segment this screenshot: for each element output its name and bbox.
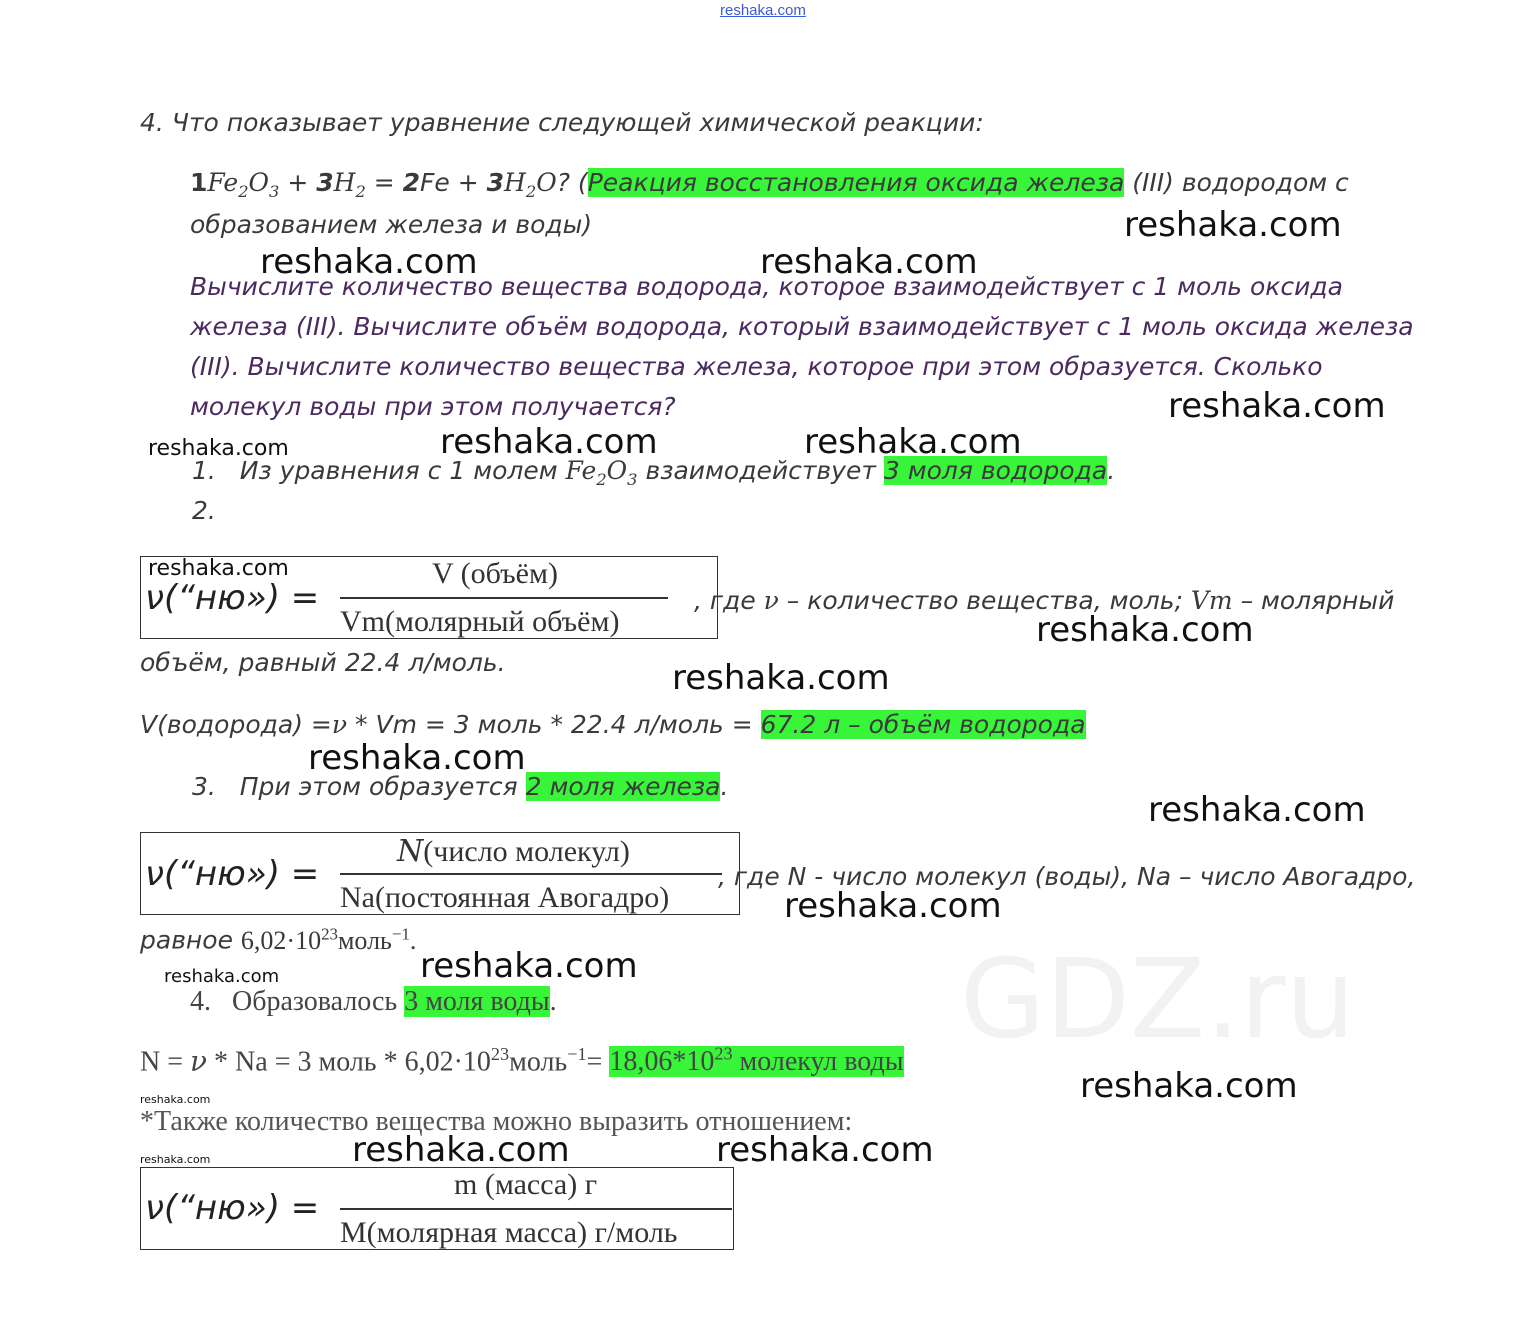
volume-calculation: V(водорода) =ν * Vm = 3 моль * 22.4 л/моль = 67.2 л – объём водорода bbox=[140, 710, 1086, 739]
task-line-2: железа (III). Вычислите объём водорода, который взаимодействует с 1 моль оксида железа bbox=[190, 312, 1414, 341]
formula-molecules-explanation: , где N - число молекул (воды), Na – число Авогадро, bbox=[718, 862, 1416, 891]
formula-molecules-numerator: N(число молекул) bbox=[397, 834, 630, 869]
also-note: *Также количество вещества можно выразить отношением: bbox=[140, 1106, 853, 1137]
watermark: reshaka.com bbox=[716, 1130, 934, 1170]
task-line-4: молекул воды при этом получается? bbox=[190, 392, 676, 421]
formula-mass-numerator: m (масса) г bbox=[454, 1168, 598, 1201]
formula-mass-lhs: ν(“ню») = bbox=[145, 1188, 320, 1228]
molecules-calculation: N = ν * Na = 3 моль * $6,02\cdot 10^{23}моль^{-1}= 18,06*10^{23}$ молекул воды bbox=[140, 1044, 904, 1078]
watermark: reshaka.com bbox=[148, 436, 289, 461]
molecules-result-highlight: $18,06*10^{23}$ молекул воды bbox=[609, 1044, 904, 1078]
watermark: reshaka.com bbox=[1080, 1066, 1298, 1106]
reaction-highlight: Реакция восстановления оксида железа bbox=[587, 168, 1125, 197]
reaction-equation: $1Fe_2O_3 + 3H_2 = 2Fe + 3H_2O$? (Реакция восстановления оксида железа (III) водородом с bbox=[190, 168, 1349, 201]
reaction-line2: образованием железа и воды) bbox=[190, 210, 593, 239]
watermark: reshaka.com bbox=[1168, 386, 1386, 426]
watermark: reshaka.com bbox=[784, 886, 1002, 926]
watermark: reshaka.com bbox=[672, 658, 890, 698]
step-3-highlight: 2 моля железа bbox=[525, 772, 721, 801]
task-line-3: (III). Вычислите количество вещества железа, которое при этом образуется. Сколько bbox=[190, 352, 1323, 381]
formula-volume-numerator: V (объём) bbox=[432, 557, 558, 590]
step-1: 1. Из уравнения с 1 молем $Fe_2O_3$ взаимодействует 3 моля водорода. bbox=[192, 456, 1116, 489]
formula-molecules-denominator: Na(постоянная Авогадро) bbox=[340, 881, 670, 914]
watermark: reshaka.com bbox=[308, 738, 526, 778]
formula-volume-explanation: , где ν – количество вещества, моль; Vm – молярный bbox=[694, 586, 1395, 615]
watermark: reshaka.com bbox=[1124, 205, 1342, 245]
step-2-number: 2. bbox=[192, 496, 216, 525]
watermark: reshaka.com bbox=[352, 1130, 570, 1170]
watermark: reshaka.com bbox=[804, 422, 1022, 462]
formula-molecules-lhs: ν(“ню») = bbox=[145, 854, 320, 894]
formula-mass-denominator: M(молярная масса) г/моль bbox=[340, 1216, 678, 1249]
step-4-highlight: 3 моля воды bbox=[404, 986, 550, 1017]
watermark: reshaka.com bbox=[440, 422, 658, 462]
formula-volume-lhs: ν(“ню») = bbox=[145, 578, 320, 618]
question-title: 4. Что показывает уравнение следующей химической реакции: bbox=[140, 108, 984, 137]
watermark: reshaka.com bbox=[164, 966, 280, 987]
top-site-link[interactable]: reshaka.com bbox=[720, 2, 806, 19]
watermark: reshaka.com bbox=[140, 1153, 211, 1166]
ghost-watermark: GDZ.ru bbox=[960, 935, 1356, 1063]
watermark: reshaka.com bbox=[140, 1093, 211, 1106]
formula-volume-denominator: Vm(молярный объём) bbox=[340, 605, 620, 638]
step-3: 3. При этом образуется 2 моля железа. bbox=[192, 772, 729, 801]
avogadro-value: равное $6,02\cdot 10^{23}моль^{-1}$. bbox=[140, 924, 417, 955]
formula-volume-fraction-line bbox=[340, 597, 668, 599]
formula-volume-explanation-line2: объём, равный 22.4 л/моль. bbox=[140, 648, 506, 677]
watermark: reshaka.com bbox=[760, 242, 978, 282]
watermark: reshaka.com bbox=[420, 946, 638, 986]
volume-result-highlight: 67.2 л – объём водорода bbox=[760, 710, 1086, 739]
watermark: reshaka.com bbox=[1148, 790, 1366, 830]
watermark: reshaka.com bbox=[1036, 610, 1254, 650]
formula-molecules-fraction-line bbox=[340, 873, 722, 875]
watermark: reshaka.com bbox=[148, 556, 289, 581]
step-1-highlight: 3 моля водорода bbox=[883, 456, 1108, 485]
task-line-1: Вычислите количество вещества водорода, которое взаимодействует с 1 моль оксида bbox=[190, 272, 1343, 301]
formula-mass-fraction-line bbox=[340, 1208, 732, 1210]
watermark: reshaka.com bbox=[260, 242, 478, 282]
step-4: 4. Образовалось 3 моля воды. bbox=[190, 986, 557, 1017]
